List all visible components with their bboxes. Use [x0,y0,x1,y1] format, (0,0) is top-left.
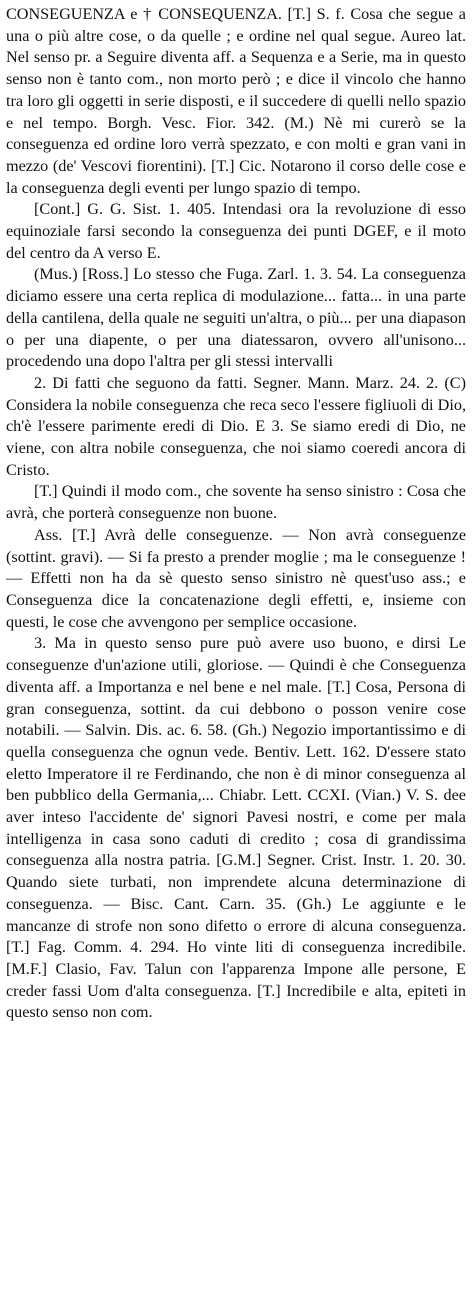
entry-paragraph-intro: CONSEGUENZA e † CONSEQUENZA. [T.] S. f. Cosa che segue a una o più altre cose, o da quelle ; e ordine nel qual segue. Aureo lat. Nel senso pr. a Seguire diventa aff. a Sequenza e a Serie, ma in questo senso non è tanto com., non morto però ; e dice il vincolo che hanno tra loro gli oggetti in serie disposti, e il succedere di quelli nello spazio e nel tempo. Borgh. Vesc. Fior. 342. (M.) Nè mi curerò se la conseguenza ed ordine loro verrà spezzato, e con molti e gran vani in mezzo (de' Vescovi fiorentini). [T.] Cic. Notarono il corso delle cose e la conseguenza degli eventi per lungo spazio di tempo. [6,5,466,197]
entry-paragraph-quindi: [T.] Quindi il modo com., che sovente ha senso sinistro : Cosa che avrà, che porterà conseguenze non buone. [6,482,466,523]
entry-paragraph-galileo: [Cont.] G. G. Sist. 1. 405. Intendasi ora la revoluzione di esso equinoziale farsi secondo la conseguenza dei punti DGEF, e il moto del centro da A verso E. [6,200,466,262]
entry-paragraph-ass: Ass. [T.] Avrà delle conseguenze. — Non avrà conseguenze (sottint. gravi). — Si fa presto a prender moglie ; ma le conseguenze ! — Effetti non ha da sè questo senso sinistro nè quest'uso ass.; e Conseguenza dice la concatenazione degli effetti, e, insieme con questi, le cose che avvengono per semplice occasione. [6,525,466,631]
entry-paragraph-sense-3: 3. Ma in questo senso pure può avere uso buono, e dirsi Le conseguenze d'un'azione utili, gloriose. — Quindi è che Conseguenza diventa aff. a Importanza e nel bene e nel male. [T.] Cosa, Persona di gran conseguenza, sottint. da cui debbono o posson venire cose notabili. — Salvin. Dis. ac. 6. 58. (Gh.) Negozio importantissimo e di quella conseguenza che ognun vede. Bentiv. Lett. 162. D'essere stato eletto Imperatore il re Ferdinando, che non è di minor conseguenza al ben pubblico della Germania,... Chiabr. Lett. CCXI. (Vian.) V. S. dee aver inteso l'accidente de' signori Pavesi nostri, e come per mala intelligenza in casa sono caduti di credito ; cosa di grandissima conseguenza alla nostra patria. [G.M.] Segner. Crist. Instr. 1. 20. 30. Quando siete turbati, non imprendete alcuna determinazione di conseguenza. — Bisc. Cant. Carn. 35. (Gh.) Le aggiunte e le mancanze di strofe non sono difetto o errore di alcuna conseguenza. [T.] Fag. Comm. 4. 294. Ho vinte liti di conseguenza incredibile. [M.F.] Clasio, Fav. Talun con l'apparenza Impone alle persone, E creder fassi Uom d'alta conseguenza. [T.] Incredibile e alta, epiteti in questo senso non com. [6,634,466,1022]
entry-paragraph-sense-2: 2. Di fatti che seguono da fatti. Segner. Mann. Marz. 24. 2. (C) Considera la nobile conseguenza che reca seco l'essere figliuoli di Dio, ch'è l'essere parimente eredi di Dio. E 3. Se siamo eredi di Dio, ne viene, con altra nobile conseguenza, che noi siamo coeredi ancora di Cristo. [6,373,466,479]
entry-paragraph-musica: (Mus.) [Ross.] Lo stesso che Fuga. Zarl. 1. 3. 54. La conseguenza diciamo essere una certa replica di modulazione... fatta... in una parte della cantilena, della quale ne seguiti un'altra, o più... per una diapason o per una diapente, o per una diatessaron, ovvero all'unisono... procedendo una dopo l'altra per gli stessi intervalli [6,265,466,371]
